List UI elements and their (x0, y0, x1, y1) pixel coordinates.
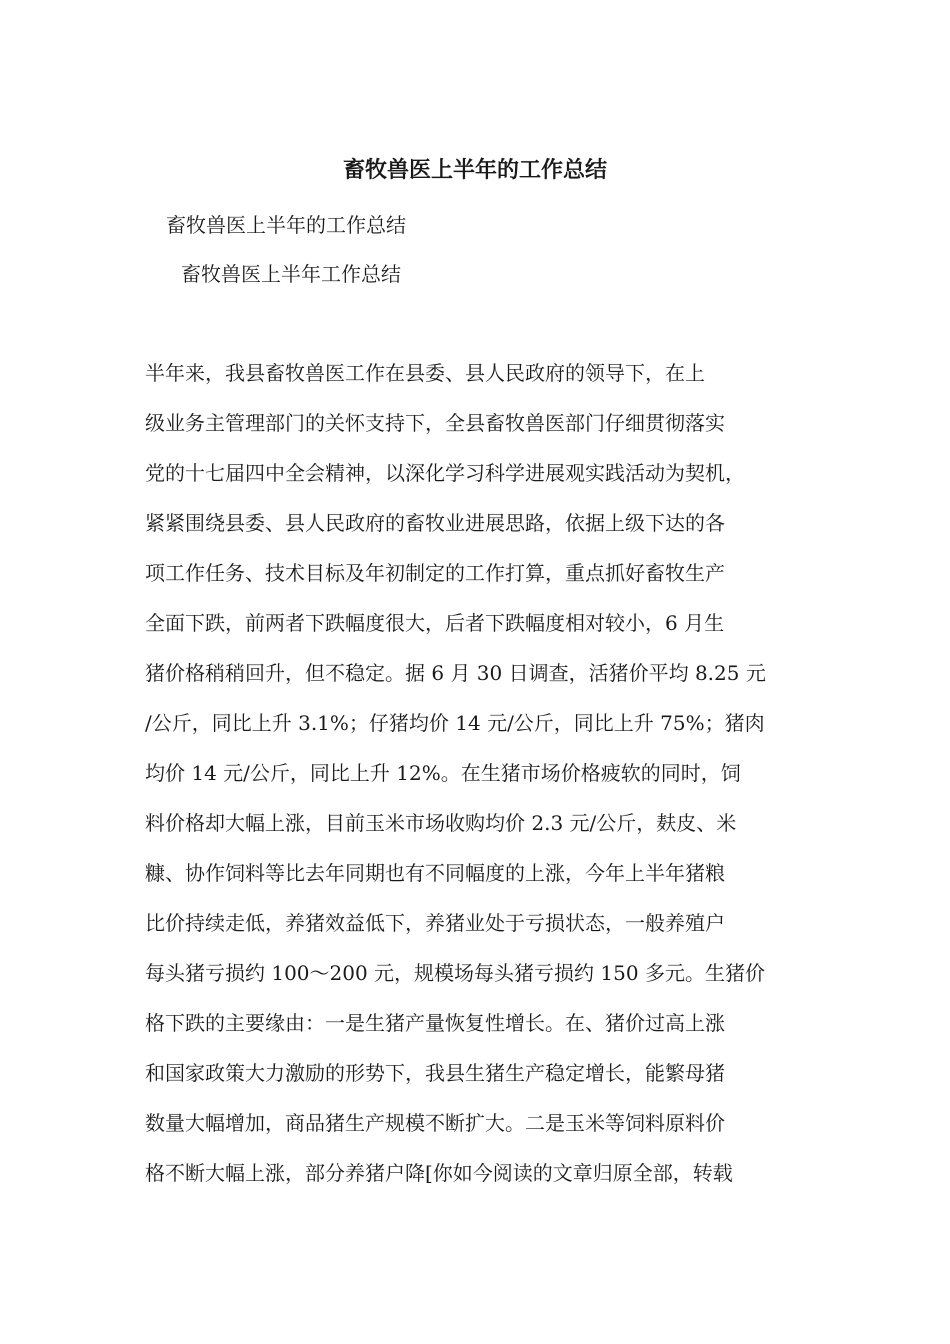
subtitle-2: 畜牧兽医上半年工作总结 (181, 262, 401, 286)
body-line: 和国家政策大力激励的形势下，我县生猪生产稳定增长，能繁母猪 (145, 1061, 725, 1085)
subtitle-1: 畜牧兽医上半年的工作总结 (166, 213, 406, 237)
body-line: 均价 14 元/公斤，同比上升 12%。在生猪市场价格疲软的同时，饲 (145, 761, 741, 785)
body-line: 糠、协作饲料等比去年同期也有不同幅度的上涨，今年上半年猪粮 (145, 861, 725, 885)
body-line: 项工作任务、技术目标及年初制定的工作打算，重点抓好畜牧生产 (145, 561, 725, 585)
body-line: 每头猪亏损约 100～200 元，规模场每头猪亏损约 150 多元。生猪价 (145, 961, 765, 985)
body-line: 数量大幅增加，商品猪生产规模不断扩大。二是玉米等饲料原料价 (145, 1111, 725, 1135)
body-line: 比价持续走低，养猪效益低下，养猪业处于亏损状态，一般养殖户 (145, 911, 725, 935)
page-title: 畜牧兽医上半年的工作总结 (342, 157, 607, 183)
body-line: 料价格却大幅上涨，目前玉米市场收购均价 2.3 元/公斤，麸皮、米 (145, 811, 737, 835)
body-line: 级业务主管理部门的关怀支持下，全县畜牧兽医部门仔细贯彻落实 (145, 411, 725, 435)
body-line: 猪价格稍稍回升，但不稳定。据 6 月 30 日调查，活猪价平均 8.25 元 (145, 661, 766, 685)
body-line: 全面下跌，前两者下跌幅度很大，后者下跌幅度相对较小，6 月生 (145, 611, 725, 635)
body-line: /公斤，同比上升 3.1%；仔猪均价 14 元/公斤，同比上升 75%；猪肉 (145, 711, 765, 735)
body-line: 格下跌的主要缘由：一是生猪产量恢复性增长。在、猪价过高上涨 (145, 1011, 725, 1035)
body-line: 半年来，我县畜牧兽医工作在县委、县人民政府的领导下，在上 (145, 361, 705, 385)
body-line: 党的十七届四中全会精神，以深化学习科学进展观实践活动为契机， (145, 461, 745, 485)
body-line: 格不断大幅上涨，部分养猪户降[你如今阅读的文章归原全部，转载 (145, 1161, 733, 1185)
body-line: 紧紧围绕县委、县人民政府的畜牧业进展思路，依据上级下达的各 (145, 511, 725, 535)
body-paragraph (145, 355, 805, 1205)
